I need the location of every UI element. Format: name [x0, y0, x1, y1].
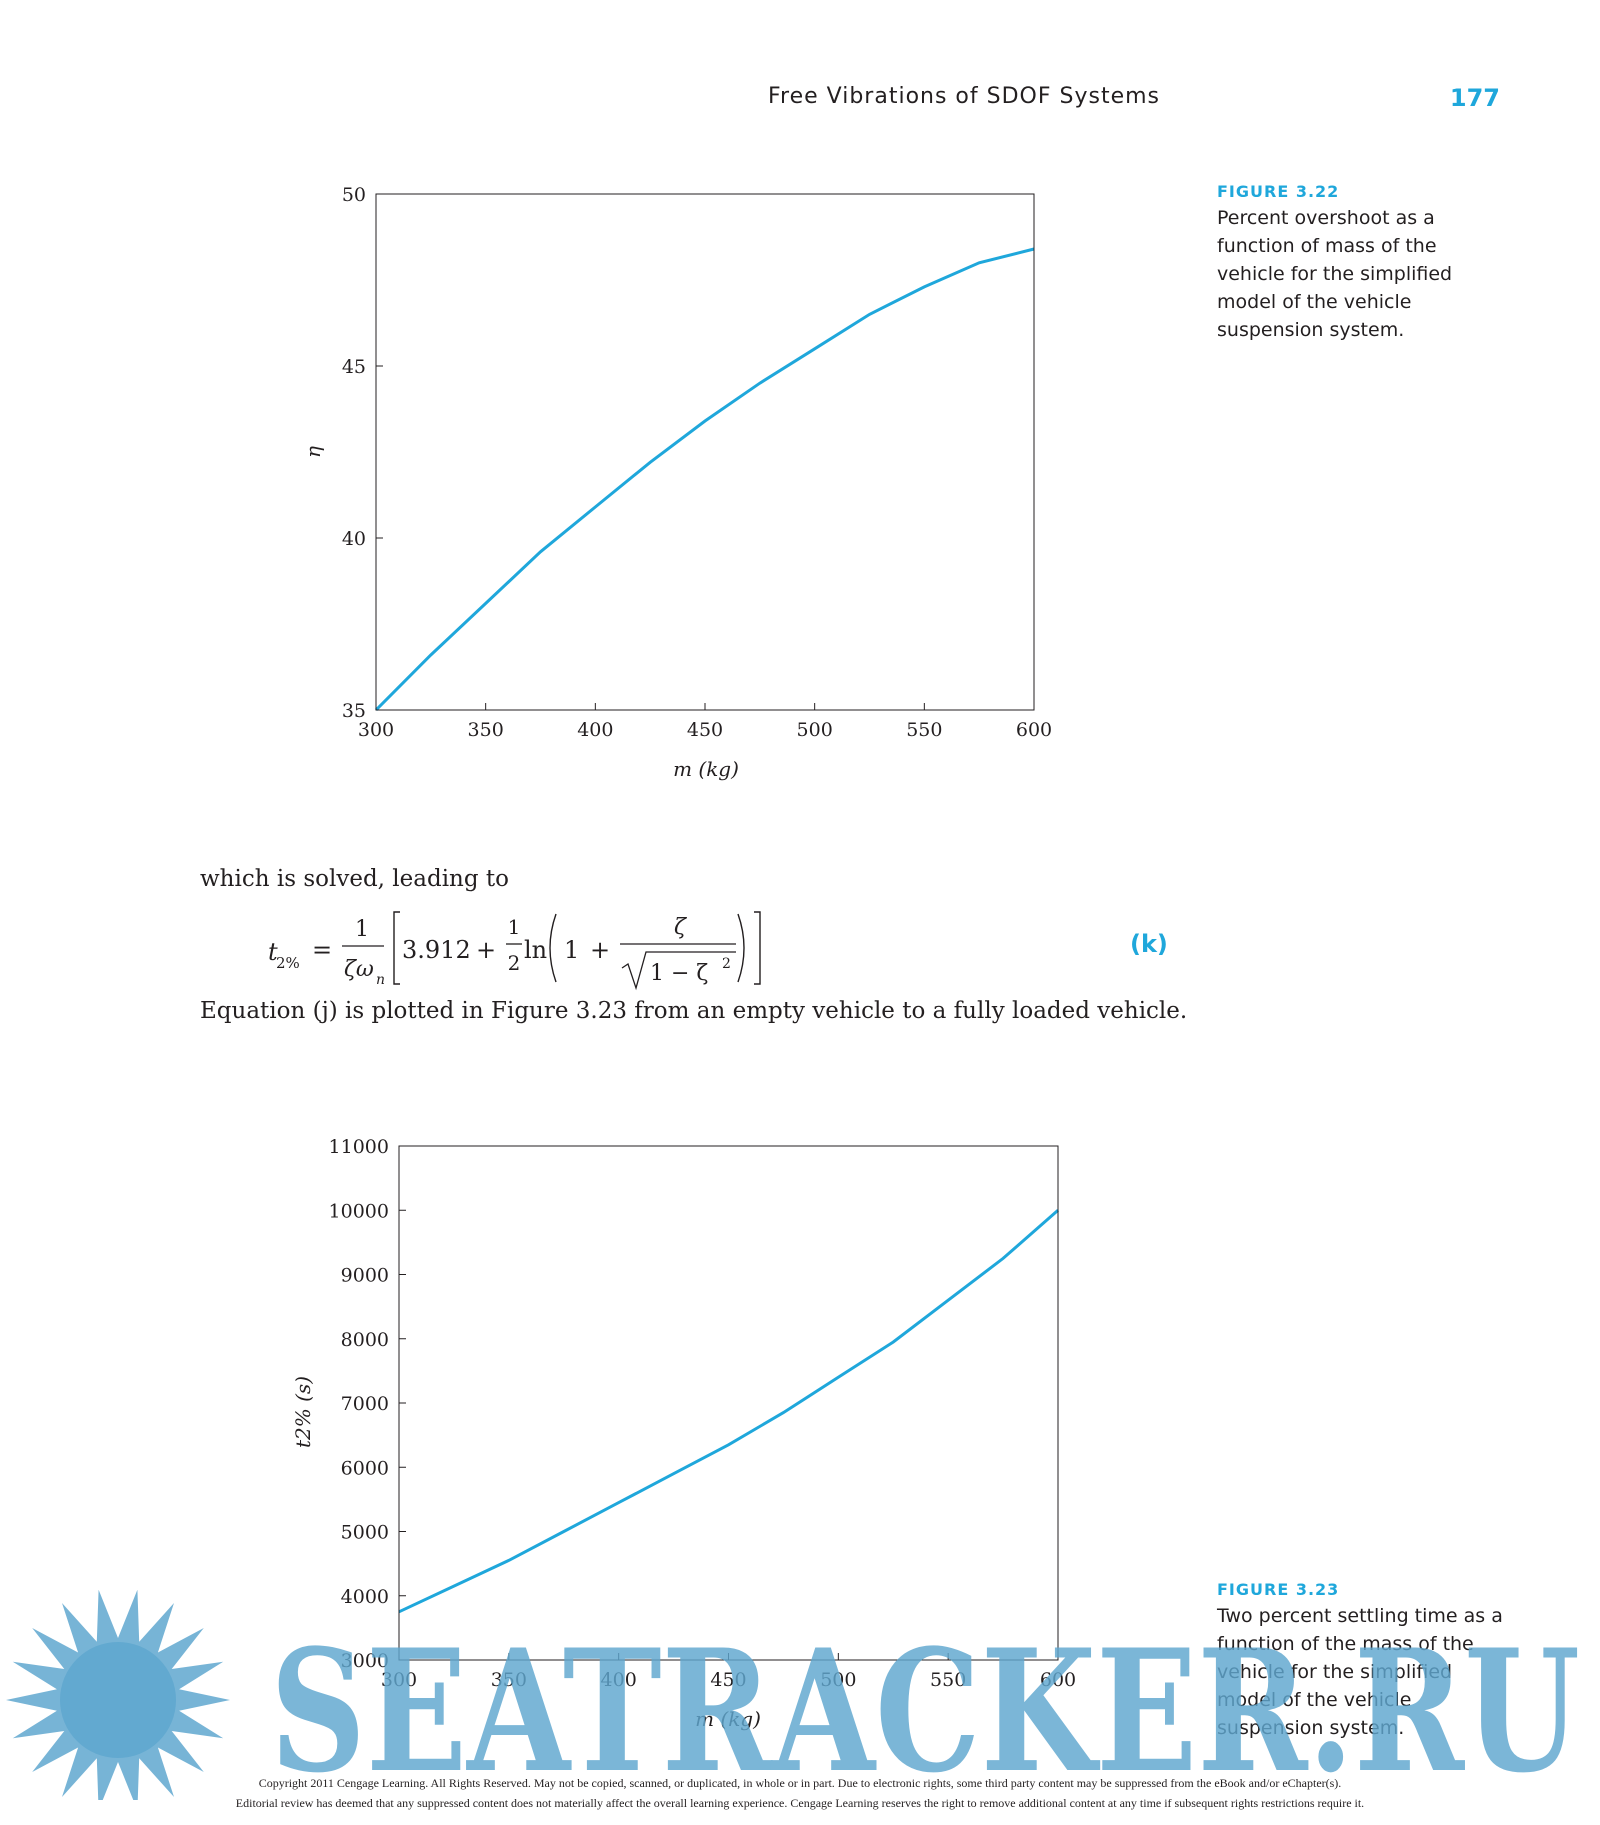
eq-lhs: t — [268, 938, 278, 966]
watermark — [0, 1590, 1600, 1800]
running-title: Free Vibrations of SDOF Systems — [767, 84, 1160, 109]
chart-1-xlabel: m (kg) — [673, 757, 739, 781]
eq-constant: 3.912 — [402, 936, 471, 964]
chart-2-xtick-label: 400 — [600, 1669, 637, 1691]
chart-2-series-line — [399, 1210, 1058, 1612]
chart-2-ytick-label: 9000 — [340, 1264, 389, 1287]
eq-sqrt-exp: 2 — [722, 956, 731, 972]
eq-zeta-num: ζ — [674, 915, 686, 940]
figure-3-22-caption: Percent overshoot as a function of mass of the vehicle for the simplified model of the vehicle suspension system. — [1217, 207, 1453, 341]
chart-1-ylabel: η — [301, 446, 325, 458]
chart-1-xtick-label: 400 — [577, 719, 614, 741]
chart-2-frame — [399, 1146, 1058, 1660]
sun-logo-icon — [6, 1590, 230, 1800]
figure-3-23-caption: Two percent settling time as a function of the mass of the vehicle for the simplified model of the vehicle suspension system. — [1217, 1605, 1503, 1739]
chart-1-xtick-label: 500 — [796, 719, 833, 741]
body-text-intro: which is solved, leading to — [200, 866, 509, 892]
eq-equals: = — [312, 936, 333, 964]
page-number: 177 — [1449, 84, 1500, 112]
eq-plus-2: + — [590, 936, 611, 964]
chart-1-xtick-label: 550 — [906, 719, 943, 741]
chart-2-ytick-label: 8000 — [340, 1328, 389, 1351]
chart-2-xtick-label: 600 — [1039, 1669, 1077, 1691]
chart-1-ytick-label: 45 — [341, 356, 366, 378]
equation-k — [260, 900, 800, 1000]
chart-2-xtick-label: 450 — [710, 1669, 747, 1691]
chart-1-xtick-label: 300 — [357, 719, 395, 741]
chart-2-xtick-label: 300 — [380, 1669, 418, 1691]
equation-number: (k) — [1130, 930, 1168, 958]
watermark-text: SEATRACKER.RU — [270, 1612, 1580, 1800]
eq-plus-1: + — [476, 936, 497, 964]
eq-frac-den: ζω — [344, 957, 374, 982]
chart-2-ytick-label: 5000 — [340, 1521, 389, 1544]
body-text-after: Equation (j) is plotted in Figure 3.23 from an empty vehicle to a fully loaded vehicle. — [200, 998, 1188, 1024]
chart-2-ytick-label: 4000 — [340, 1585, 389, 1608]
chart-2-xtick-label: 550 — [930, 1669, 967, 1691]
chart-2-xtick-label: 500 — [820, 1669, 857, 1691]
chart-2-ytick-label: 7000 — [340, 1393, 389, 1415]
chart-1-ytick-label: 40 — [341, 528, 366, 550]
chart-1-frame — [376, 194, 1034, 710]
chart-2-ytick-label: 3000 — [340, 1650, 389, 1672]
chart-1-ytick-label: 35 — [341, 700, 366, 722]
copyright-line-1: Copyright 2011 Cengage Learning. All Rights Reserved. May not be copied, scanned, or duplicated, in whole or in part. Due to electronic rights, some third party content may be suppressed from the eBook and/or eChapter(s). — [258, 1776, 1342, 1790]
chart-2-xtick-label: 350 — [490, 1669, 527, 1691]
figure-3-22-label: FIGURE 3.22 — [1217, 182, 1340, 201]
eq-half-den: 2 — [507, 951, 521, 975]
chart-1-xtick-label: 350 — [467, 719, 504, 741]
chart-1-series-line — [376, 249, 1034, 710]
eq-half-num: 1 — [507, 915, 521, 939]
eq-frac-den-sub: n — [376, 972, 386, 988]
copyright-line-2: Editorial review has deemed that any suppressed content does not materially affect the overall learning experience. Cengage Learning reserves the right to remove additional content at any time if subsequent rights restrictions require it. — [235, 1796, 1365, 1810]
chart-1-xtick-label: 450 — [686, 719, 724, 741]
eq-frac-num: 1 — [355, 917, 369, 942]
figure-3-22-chart — [290, 180, 1080, 800]
eq-one: 1 — [564, 936, 580, 964]
chart-2-ytick-label: 11000 — [328, 1136, 389, 1158]
chart-2-xlabel: m (kg) — [695, 1707, 761, 1731]
chart-1-xtick-label: 600 — [1015, 719, 1053, 741]
figure-3-23-label: FIGURE 3.23 — [1217, 1580, 1340, 1599]
eq-lhs-sub: 2% — [276, 954, 300, 972]
chart-2-ylabel: t2% (s) — [291, 1376, 315, 1448]
eq-sqrt-expr: 1 − ζ — [650, 961, 709, 986]
chart-2-ytick-label: 6000 — [340, 1457, 389, 1480]
chart-1-ytick-label: 50 — [341, 184, 366, 206]
chart-2-ytick-label: 10000 — [328, 1200, 389, 1223]
eq-ln: ln — [524, 936, 548, 964]
